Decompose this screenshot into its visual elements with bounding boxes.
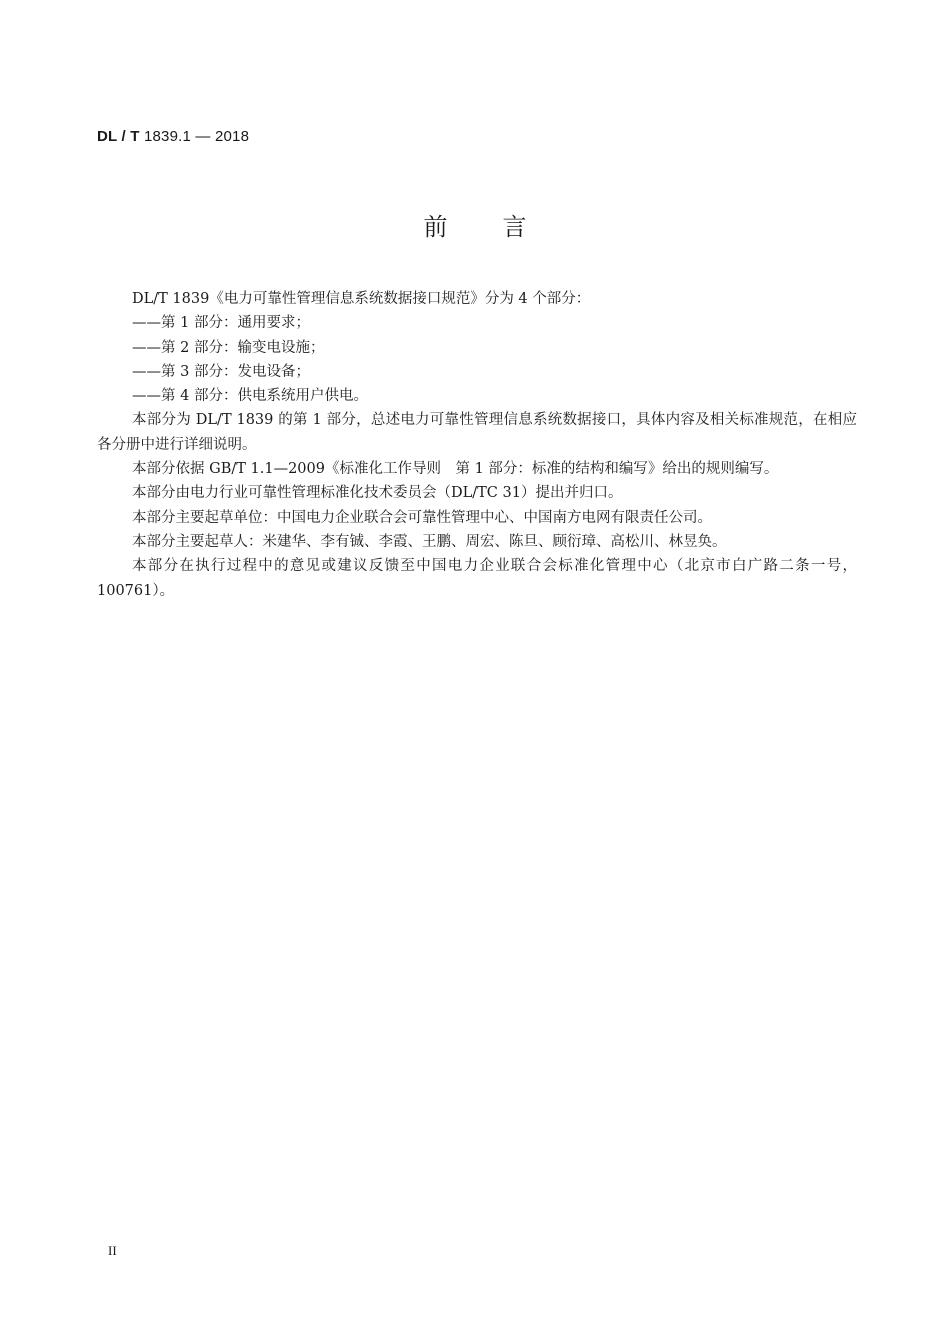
drafting-rules-paragraph: 本部分依据 GB/T 1.1—2009《标准化工作导则 第 1 部分：标准的结构和编写》给出的规则编写。 — [132, 461, 779, 478]
proposer-paragraph: 本部分由电力行业可靠性管理标准化技术委员会（DL/TC 31）提出并归口。 — [132, 485, 623, 502]
feedback-paragraph: 本部分在执行过程中的意见或建议反馈至中国电力企业联合会标准化管理中心（北京市白广路二条一号，100761）。 — [97, 558, 857, 599]
part-list-item: ——第 4 部分：供电系统用户供电。 — [132, 388, 368, 405]
part-list-item: ——第 1 部分：通用要求； — [132, 315, 310, 332]
drafters-paragraph: 本部分主要起草人：米建华、李有铖、李霞、王鹏、周宏、陈旦、顾衍璋、高松川、林昱奂。 — [132, 533, 727, 550]
scope-paragraph: 本部分为 DL/T 1839 的第 1 部分，总述电力可靠性管理信息系统数据接口，具体内容及相关标准规范，在相应各分册中进行详细说明。 — [97, 412, 857, 453]
page-number: II — [108, 1243, 117, 1258]
drafting-units-paragraph: 本部分主要起草单位：中国电力企业联合会可靠性管理中心、中国南方电网有限责任公司。 — [132, 509, 712, 526]
standard-code-number: 1839.1 — 2018 — [139, 128, 250, 145]
page-title: 前言 — [423, 213, 582, 241]
part-list-item: ——第 3 部分：发电设备； — [132, 363, 310, 380]
standard-code-prefix: DL / T — [97, 128, 140, 145]
foreword-body — [97, 287, 857, 603]
standard-code — [97, 128, 249, 145]
part-list-item: ——第 2 部分：输变电设施； — [132, 339, 325, 356]
intro-paragraph: DL/T 1839《电力可靠性管理信息系统数据接口规范》分为 4 个部分： — [132, 291, 591, 307]
